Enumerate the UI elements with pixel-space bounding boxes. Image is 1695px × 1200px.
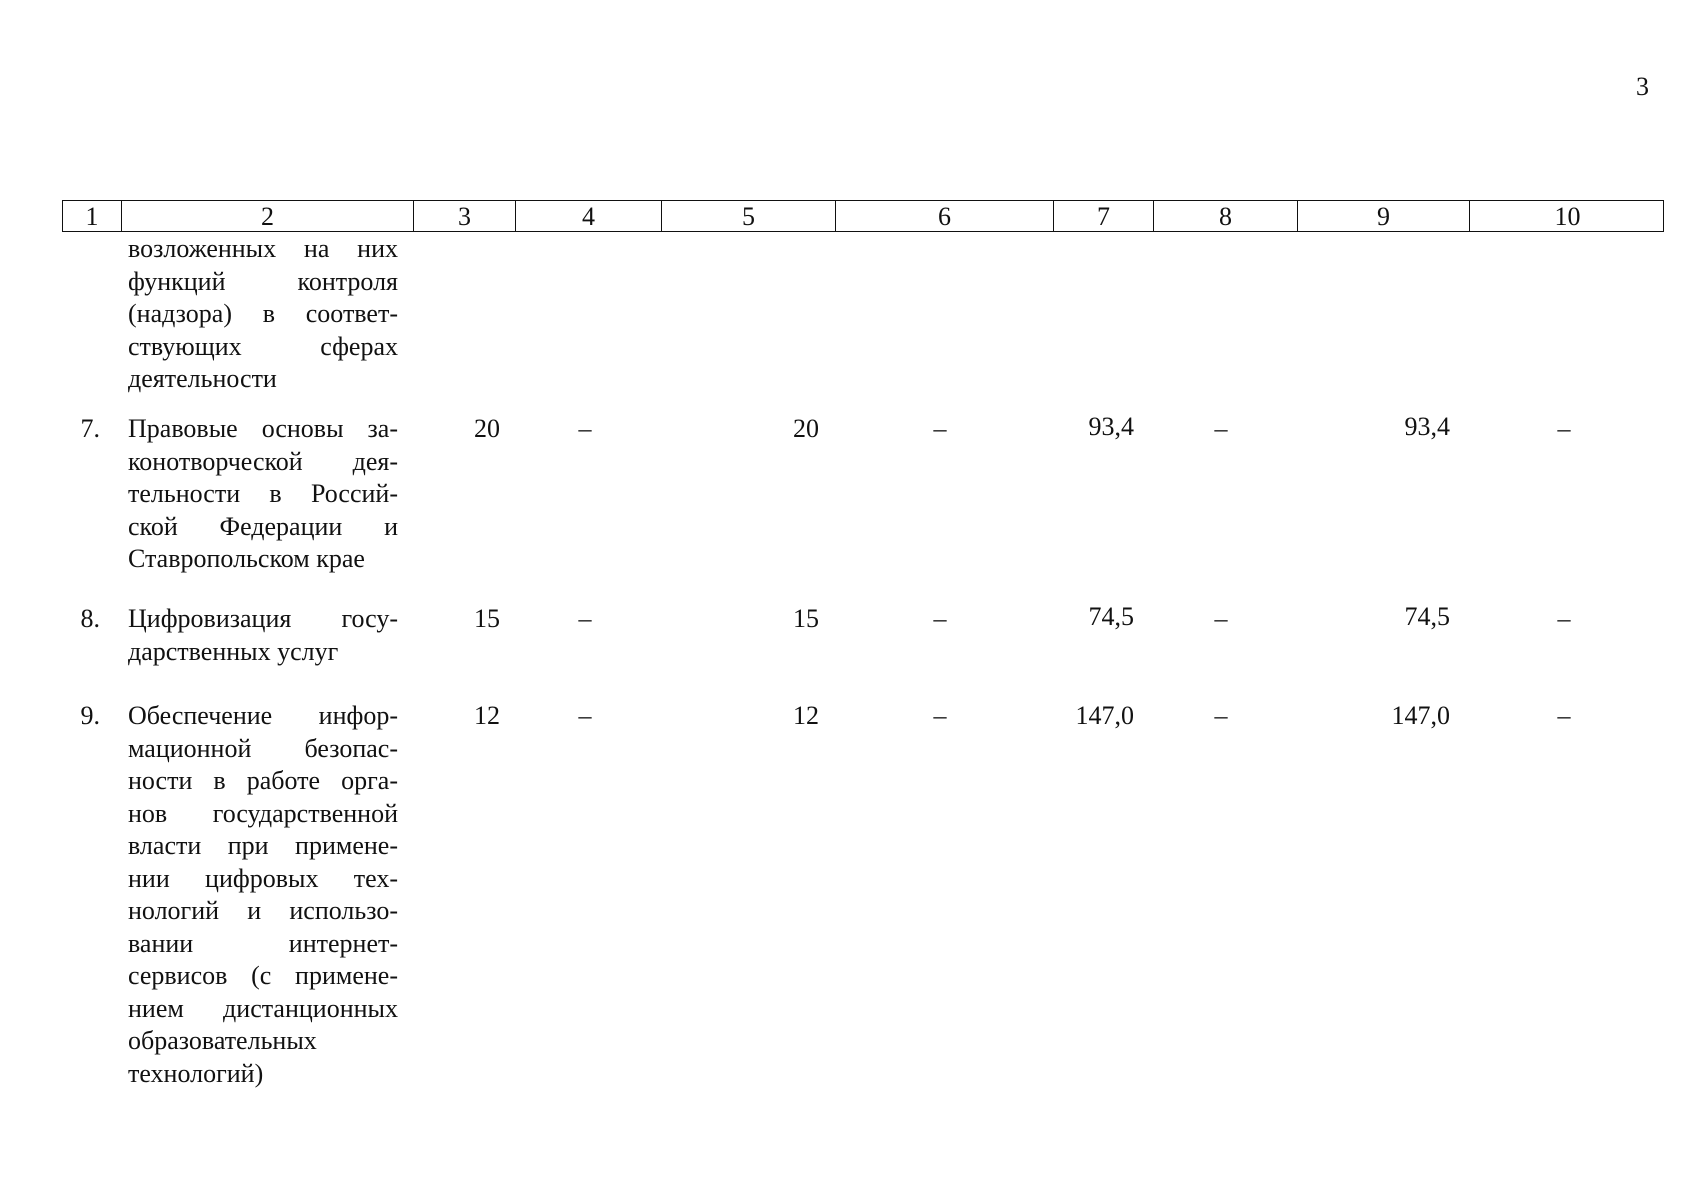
title-line: возложенных на них [128,234,398,263]
header-col-8: 8 [1153,201,1297,231]
cell-col-10: – [1557,604,1571,633]
header-col-9: 9 [1297,201,1469,231]
cell-col-9: 74,5 [1404,602,1450,631]
row-number: 9. [80,701,100,730]
cell-col-3: 12 [474,701,500,730]
cell-col-9: 93,4 [1404,412,1450,441]
title-line: Правовые основы за- [128,414,398,443]
cell-col-7: 74,5 [1088,602,1134,631]
title-line: (надзора) в соответ- [128,299,398,328]
title-line: нием дистанционных [128,993,398,1023]
header-col-7: 7 [1053,201,1153,231]
header-col-5: 5 [661,201,835,231]
title-line: технологий) [128,1058,264,1088]
title-line: ности в работе орга- [128,766,398,795]
title-line: нологий и использо- [128,896,398,925]
row-title [128,700,398,1090]
cell-col-3: 15 [474,604,500,633]
title-line: вании интернет- [128,928,398,958]
cell-col-10: – [1557,701,1571,730]
title-line: ской Федерации и [128,511,398,541]
cell-col-10: – [1557,414,1571,443]
cell-col-6: – [933,701,947,730]
header-col-6: 6 [835,201,1053,231]
continuation-title [128,233,398,396]
cell-col-8: – [1214,414,1228,443]
header-col-2: 2 [121,201,413,231]
cell-col-4: – [578,701,592,730]
title-line: дарственных услуг [128,636,339,666]
row-number: 7. [80,414,100,443]
cell-col-7: 147,0 [1075,701,1134,730]
cell-col-6: – [933,604,947,633]
cell-col-8: – [1214,604,1228,633]
row-title [128,603,398,668]
title-line: образовательных [128,1026,317,1055]
title-line: деятельности [128,364,277,393]
row-number: 8. [80,604,100,633]
cell-col-5: 15 [793,604,819,633]
cell-col-9: 147,0 [1391,701,1450,730]
page-number: 3 [1636,72,1649,101]
title-line: сервисов (с примене- [128,961,398,990]
cell-col-6: – [933,414,947,443]
title-line: власти при примене- [128,831,398,860]
title-line: конотворческой дея- [128,446,398,476]
cell-col-3: 20 [474,414,500,443]
cell-col-5: 20 [793,414,819,443]
cell-col-7: 93,4 [1088,412,1134,441]
cell-col-5: 12 [793,701,819,730]
header-col-3: 3 [413,201,515,231]
cell-col-8: – [1214,701,1228,730]
header-col-10: 10 [1469,201,1665,231]
header-col-1: 1 [85,202,99,231]
title-line: функций контроля [128,266,398,296]
title-line: Обеспечение инфор- [128,701,398,730]
header-col-4: 4 [515,201,661,231]
title-line: нов государственной [128,798,398,828]
title-line: тельности в Россий- [128,479,398,508]
title-line: Цифровизация госу- [128,604,398,633]
title-line: мационной безопас- [128,733,398,763]
title-line: ствующих сферах [128,331,398,361]
cell-col-4: – [578,414,592,443]
row-title [128,413,398,576]
title-line: Ставропольском крае [128,544,365,573]
title-line: нии цифровых тех- [128,863,398,893]
cell-col-4: – [578,604,592,633]
table-header-row [62,200,1664,232]
